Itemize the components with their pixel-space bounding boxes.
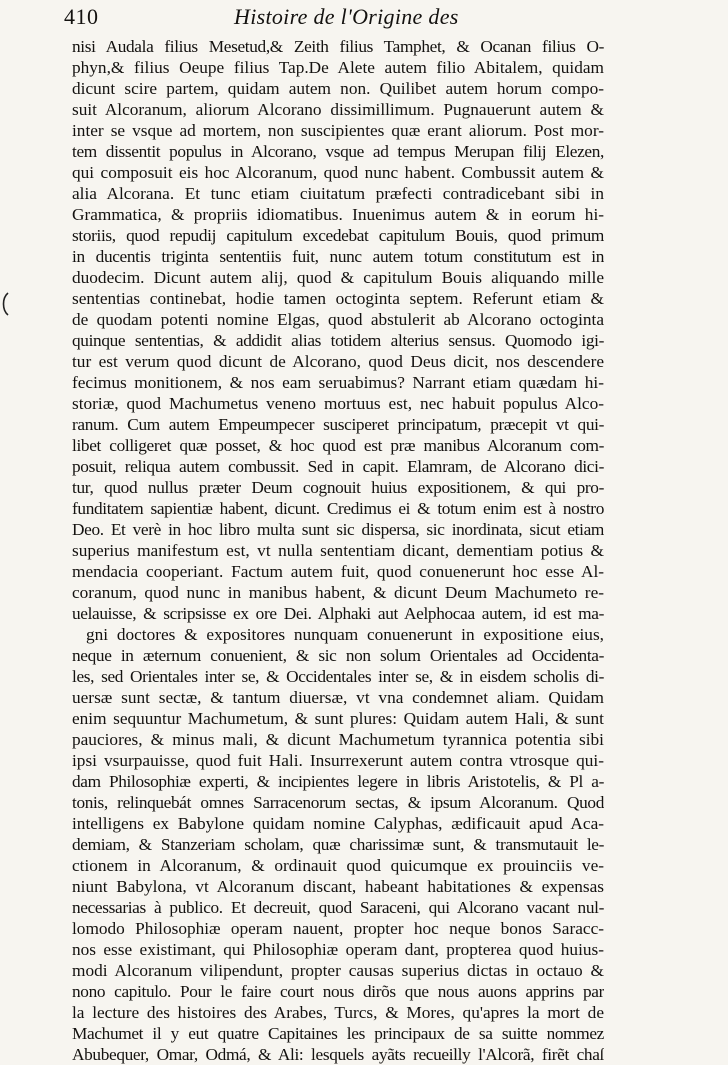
- text-line: pauciores, & minus mali, & dicunt Machumetum tyrannica potentia sibi: [72, 730, 604, 749]
- text-line: tur est verum quod dicunt de Alcorano, quod Deus dicit, nos descendere: [72, 352, 604, 371]
- text-line: uelauisse, & scripsisse ex ore Dei. Alphaki aut Aelphocaa autem, id est ma-: [72, 604, 604, 623]
- text-line: gni doctores & expositores nunquam conuenerunt in expositione eius,: [86, 625, 604, 644]
- text-line: la lecture des histoires des Arabes, Turcs, & Mores, qu'apres la mort de: [72, 1003, 604, 1022]
- text-line: tem dissentit populus in Alcorano, vsque ad tempus Merupan filij Elezen,: [72, 142, 604, 161]
- text-line: storiis, quod repudij capitulum excedebat capitulum Bouis, quod primum: [72, 226, 604, 245]
- text-line: lomodo Philosophiæ operam nauent, propter hoc neque bonos Saracc-: [72, 919, 604, 938]
- text-line: sententias continebat, hodie tamen octoginta septem. Referunt etiam &: [72, 289, 604, 308]
- text-line: duodecim. Dicunt autem alij, quod & capitulum Bouis aliquando mille: [72, 268, 604, 287]
- text-line: nisi Audala filius Mesetud,& Zeith filius Tamphet, & Ocanan filius O-: [72, 37, 604, 56]
- text-line: coranum, quod nunc in manibus habent, & dicunt Deum Machumeto re-: [72, 583, 604, 602]
- text-line: ranum. Cum autem Empeumpecer susciperet principatum, præcepit vt qui-: [72, 415, 604, 434]
- text-line: in ducentis triginta sententiis fuit, nunc autem totum constitutum est in: [72, 247, 604, 266]
- text-line: quinque sententias, & addidit alias totidem alterius sensus. Quomodo igi-: [72, 331, 604, 350]
- page-number: 410: [64, 4, 99, 29]
- margin-bracket-mark: [0, 292, 10, 316]
- text-line: modi Alcoranum vilipendunt, propter causas superius dictas in octauo &: [72, 961, 604, 980]
- text-line: Abubequer, Omar, Odmá, & Ali: lesquels ayãts recueilly l'Alcorã, firẽt chaſ: [72, 1045, 604, 1064]
- text-line: ctionem in Alcoranum, & ordinauit quod quicumque ex prouinciis ve-: [72, 856, 604, 875]
- text-line: Deo. Et verè in hoc libro multa sunt sic dispersa, sic inordinata, sicut etiam: [72, 520, 604, 539]
- text-line: libet colligeret quæ posset, & hoc quod est præ manibus Alcoranum com-: [72, 436, 604, 455]
- text-line: phyn,& filius Oeupe filius Tap.De Alete autem filio Abitalem, quidam: [72, 58, 604, 77]
- text-line: tur, quod nullus præter Deum cognouit huius expositionem, & qui pro-: [72, 478, 604, 497]
- text-line: Machumet il y eut quatre Capitaines les principaux de sa suitte nommez: [72, 1024, 604, 1043]
- text-line: dam Philosophiæ experti, & incipientes legere in libris Aristotelis, & Pl a-: [72, 772, 604, 791]
- text-line: suit Alcoranum, aliorum Alcorano dissimillimum. Pugnauerunt autem &: [72, 100, 604, 119]
- text-line: Grammatica, & propriis idiomatibus. Inuenimus autem & in eorum hi-: [72, 205, 604, 224]
- text-line: qui composuit eis hoc Alcoranum, quod nunc habent. Combussit autem &: [72, 163, 604, 182]
- text-line: ipsi vsurpauisse, quod fuit Hali. Insurrexerunt autem contra vtrosque qui-: [72, 751, 604, 770]
- text-line: funditatem sapientiæ habent, dicunt. Credimus ei & totum enim est à nostro: [72, 499, 604, 518]
- text-line: uersæ sunt sectæ, & tantum diuersæ, vt vna condemnet aliam. Quidam: [72, 688, 604, 707]
- text-line: tonis, relinquebát omnes Sarracenorum sectas, & ipsum Alcoranum. Quod: [72, 793, 604, 812]
- text-line: nono capitulo. Pour le faire court nous dirõs que nous auons apprins par: [72, 982, 604, 1001]
- text-line: nos esse existimant, qui Philosophiæ operam dant, propterea quod huius-: [72, 940, 604, 959]
- text-line: les, sed Orientales inter se, & Occidentales inter se, & in eisdem scholis di-: [72, 667, 604, 686]
- text-line: inter se vsque ad mortem, non suscipientes quæ erant aliorum. Post mor-: [72, 121, 604, 140]
- text-line: niunt Babylona, vt Alcoranum discant, habeant habitationes & expensas: [72, 877, 604, 896]
- text-line: alia Alcorana. Et tunc etiam ciuitatum præfecti contradicebant sibi in: [72, 184, 604, 203]
- text-line: fecimus monitionem, & nos eam seruabimus? Narrant etiam quædam hi-: [72, 373, 604, 392]
- running-title: Histoire de l'Origine des: [234, 4, 459, 29]
- text-line: neque in æternum conuenient, & sic non solum Orientales ad Occidenta-: [72, 646, 604, 665]
- text-line: intelligens ex Babylone quidam nomine Calyphas, ædificauit apud Aca-: [72, 814, 604, 833]
- text-line: superius manifestum est, vt nulla sententiam dicant, dementiam potius &: [72, 541, 604, 560]
- page-header: [64, 4, 604, 30]
- text-line: demiam, & Stanzeriam scholam, quæ charissimæ sunt, & transmutauit le-: [72, 835, 604, 854]
- text-line: dicunt scire partem, quidam autem non. Quilibet autem horum compo-: [72, 79, 604, 98]
- body-text: [72, 36, 604, 1065]
- text-line: de quodam potenti nomine Elgas, quod abstulerit ab Alcorano octoginta: [72, 310, 604, 329]
- text-line: posuit, reliqua autem combussit. Sed in capit. Elamram, de Alcorano dici-: [72, 457, 604, 476]
- text-line: mendacia cooperiant. Factum autem fuit, quod conuenerunt hoc esse Al-: [72, 562, 604, 581]
- text-line: enim sequuntur Machumetum, & sunt plures: Quidam autem Hali, & sunt: [72, 709, 604, 728]
- text-line: necessarias à publico. Et decreuit, quod Saraceni, qui Alcorano vacant nul-: [72, 898, 604, 917]
- text-line: storiæ, quod Machumetus veneno mortuus est, nec habuit populus Alco-: [72, 394, 604, 413]
